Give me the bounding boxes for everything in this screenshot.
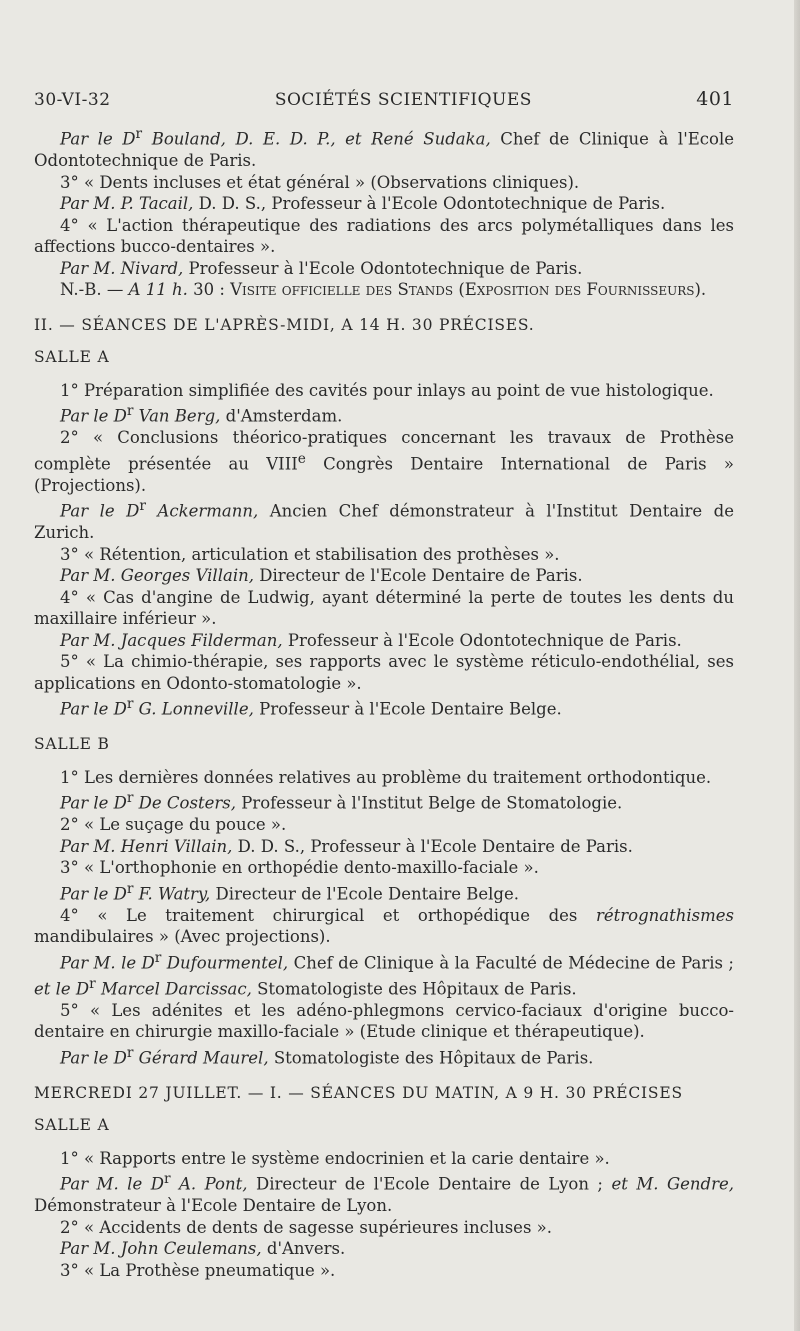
text-run: Directeur de l'Ecole Dentaire Belge. bbox=[210, 884, 520, 903]
text-run: Congrès Dentaire International de Paris » (Projections). bbox=[34, 454, 734, 495]
paragraph bbox=[34, 124, 734, 172]
paragraph bbox=[34, 836, 734, 858]
text-run: Dufourmentel, bbox=[161, 953, 289, 972]
text-run: Par le D bbox=[60, 1048, 127, 1067]
paragraph: 4° « L'action thérapeutique des radiations des arcs polymétalliques dans les affections bucco-dentaires ». bbox=[34, 215, 734, 256]
text-run: Professeur à l'Ecole Odontotechnique de Paris. bbox=[183, 258, 583, 278]
paragraph: 3° « L'orthophonie en orthopédie dento-maxillo-faciale ». bbox=[60, 858, 539, 877]
text-run: mandibulaires » (Avec projections). bbox=[34, 927, 331, 946]
text-run: Professeur à l'Ecole Odontotechnique de Paris. bbox=[282, 630, 682, 650]
text-run: F. Watry, bbox=[133, 884, 211, 903]
text-run: 2° « Conclusions théorico-pratiques concernant les travaux de Prothèse complète présentée au VIII bbox=[34, 428, 734, 473]
page-body bbox=[34, 124, 734, 1281]
text-run: Par M. P. Tacail, bbox=[60, 194, 194, 213]
text-run: 30 : Visite officielle des Stands (Exposition des Fournisseurs). bbox=[187, 280, 707, 299]
paragraph bbox=[34, 948, 734, 1000]
text-run: Par M. John Ceulemans, bbox=[60, 1239, 262, 1258]
text-run: Par M. Nivard, bbox=[60, 258, 184, 278]
superscript: r bbox=[126, 403, 134, 419]
text-run: Stomatologiste des Hôpitaux de Paris. bbox=[251, 979, 577, 998]
paragraph bbox=[34, 630, 734, 652]
text-run: Par M. le D bbox=[60, 1174, 164, 1194]
text-run: Professeur à l'Institut Belge de Stomatologie. bbox=[235, 793, 623, 813]
paragraph: 2° « Accidents de dents de sagesse supérieures incluses ». bbox=[60, 1217, 552, 1237]
text-run: D. D. S., Professeur à l'Ecole Dentaire de Paris. bbox=[232, 836, 633, 856]
text-run: Par le D bbox=[60, 501, 140, 521]
paragraph bbox=[34, 905, 734, 948]
paragraph bbox=[34, 258, 734, 280]
superscript: r bbox=[163, 1171, 171, 1187]
superscript: e bbox=[297, 450, 306, 467]
text-run: G. Lonneville, bbox=[133, 699, 254, 719]
paragraph: 3° « Dents incluses et état général » (Observations cliniques). bbox=[60, 172, 580, 192]
paragraph: 5° « La chimio-thérapie, ses rapports avec le système réticulo-endothélial, ses applications en Odonto-stomatologie ». bbox=[34, 652, 734, 693]
text-run: Stomatologiste des Hôpitaux de Paris. bbox=[268, 1048, 594, 1067]
superscript: r bbox=[139, 498, 146, 514]
section-heading: MERCREDI 27 JUILLET. — I. — SÉANCES DU MATIN, A 9 H. 30 PRÉCISES bbox=[34, 1083, 683, 1102]
page-edge bbox=[794, 0, 800, 1331]
paragraph bbox=[34, 496, 734, 544]
text-run: N.-B. — bbox=[60, 280, 129, 299]
paragraph: 1° « Rapports entre le système endocrinien et la carie dentaire ». bbox=[60, 1148, 610, 1168]
text-run: Directeur de l'Ecole Dentaire de Lyon ; bbox=[247, 1174, 612, 1194]
paragraph bbox=[34, 694, 734, 720]
text-run: Par M. Henri Villain, bbox=[60, 836, 233, 856]
text-run: Chef de Clinique à la Faculté de Médecine de Paris ; bbox=[288, 953, 734, 972]
text-run: d'Amsterdam. bbox=[220, 406, 343, 426]
text-run: Chef de Clinique à l'Ecole Odontotechnique de Paris. bbox=[34, 129, 735, 170]
room-heading: SALLE A bbox=[34, 348, 110, 366]
paragraph bbox=[34, 401, 734, 427]
paragraph: 2° « Le suçage du pouce ». bbox=[60, 815, 287, 834]
paragraph bbox=[34, 565, 734, 587]
text-run: Par le D bbox=[60, 699, 127, 719]
text-run: Ancien Chef démonstrateur à l'Institut Dentaire de Zurich. bbox=[34, 501, 734, 542]
section-heading: II. — SÉANCES DE L'APRÈS-MIDI, A 14 H. 30 PRÉCISES. bbox=[34, 315, 535, 334]
section-title: SOCIÉTÉS SCIENTIFIQUES bbox=[274, 90, 532, 110]
text-run: Professeur à l'Ecole Dentaire Belge. bbox=[253, 699, 562, 719]
paragraph bbox=[34, 427, 734, 496]
room-heading: SALLE B bbox=[34, 735, 110, 753]
paragraph: 3° « La Prothèse pneumatique ». bbox=[60, 1260, 336, 1280]
text-run: Gérard Maurel, bbox=[133, 1048, 269, 1067]
text-run: Bouland, D. E. D. P., et René Sudaka, bbox=[142, 129, 491, 149]
paragraph bbox=[34, 193, 734, 215]
text-run: d'Anvers. bbox=[261, 1239, 346, 1258]
text-run: D. D. S., Professeur à l'Ecole Odontotechnique de Paris. bbox=[193, 194, 666, 213]
text-run: Par le D bbox=[60, 129, 136, 149]
paragraph: 5° « Les adénites et les adéno-phlegmons cervico-faciaux d'origine bucco-dentaire en chirurgie maxillo-faciale » (Etude clinique et thérapeutique). bbox=[34, 1000, 734, 1041]
superscript: r bbox=[126, 696, 134, 712]
text-run: Marcel Darcissac, bbox=[95, 979, 252, 998]
text-run: De Costers, bbox=[133, 793, 236, 813]
paragraph: 3° « Rétention, articulation et stabilisation des prothèses ». bbox=[60, 544, 560, 564]
paragraph bbox=[34, 1169, 734, 1217]
superscript: r bbox=[89, 975, 96, 992]
text-run: Ackermann, bbox=[145, 501, 259, 521]
page-number: 401 bbox=[696, 88, 734, 110]
text-run: Par M. Jacques Filderman, bbox=[60, 630, 283, 650]
text-run: Par M. Georges Villain, bbox=[60, 566, 254, 585]
superscript: r bbox=[126, 880, 134, 897]
text-run: rétrognathismes bbox=[595, 905, 734, 925]
text-run: Directeur de l'Ecole Dentaire de Paris. bbox=[253, 566, 583, 585]
running-head bbox=[34, 88, 734, 110]
text-run: Par le D bbox=[60, 793, 127, 813]
paragraph: 1° Préparation simplifiée des cavités pour inlays au point de vue histologique. bbox=[60, 380, 714, 400]
paragraph bbox=[34, 279, 734, 301]
text-run: Par le D bbox=[60, 406, 127, 426]
paragraph bbox=[34, 879, 734, 905]
room-heading: SALLE A bbox=[34, 1116, 110, 1134]
text-run: et M. Gendre, bbox=[611, 1174, 735, 1194]
text-run: Par M. le D bbox=[60, 953, 155, 972]
text-run: Démonstrateur à l'Ecole Dentaire de Lyon. bbox=[34, 1196, 393, 1215]
text-run: Van Berg, bbox=[133, 406, 221, 426]
text-run: A 11 h. bbox=[128, 280, 188, 299]
superscript: r bbox=[126, 790, 134, 806]
paragraph: 4° « Cas d'angine de Ludwig, ayant déterminé la perte de toutes les dents du maxillaire inférieur ». bbox=[34, 587, 734, 628]
text-run: Par le D bbox=[60, 884, 127, 903]
superscript: r bbox=[135, 126, 143, 142]
text-run: 4° « Le traitement chirurgical et orthopédique des bbox=[60, 905, 596, 925]
paragraph: 1° Les dernières données relatives au problème du traitement orthodontique. bbox=[60, 767, 712, 787]
paragraph bbox=[34, 1238, 734, 1260]
paragraph bbox=[34, 788, 734, 814]
superscript: r bbox=[126, 1044, 134, 1061]
paragraph bbox=[34, 1043, 734, 1069]
text-run: A. Pont, bbox=[170, 1174, 248, 1194]
superscript: r bbox=[154, 949, 162, 966]
date-reference: 30-VI-32 bbox=[34, 90, 111, 110]
text-run: et le D bbox=[34, 979, 90, 998]
